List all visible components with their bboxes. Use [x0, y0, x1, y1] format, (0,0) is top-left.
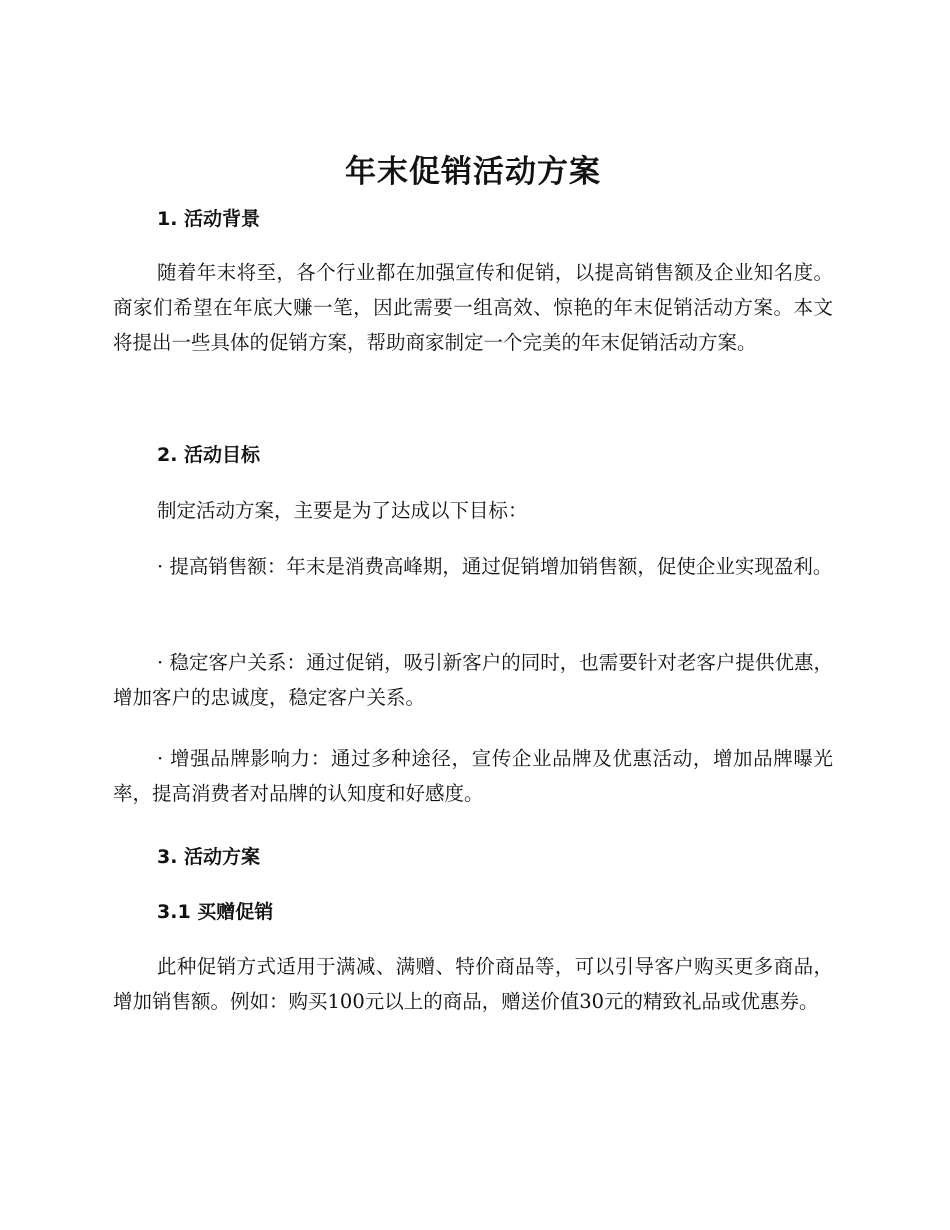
goal-item-sales: · 提高销售额：年末是消费高峰期，通过促销增加销售额，促使企业实现盈利。: [157, 555, 833, 578]
subsection-heading-gift: 3.1 买赠促销: [157, 901, 274, 923]
goal-item-brand: · 增强品牌影响力：通过多种途径，宣传企业品牌及优惠活动，增加品牌曝光率，提高消费者对品牌的认知度和好感度。: [113, 747, 833, 805]
background-paragraph: 随着年末将至，各个行业都在加强宣传和促销，以提高销售额及企业知名度。商家们希望在年底大赚一笔，因此需要一组高效、惊艳的年末促销活动方案。本文将提出一些具体的促销方案，帮助商家制定一个完美的年末促销活动方案。: [113, 261, 833, 354]
goal-item-customer: · 稳定客户关系：通过促销，吸引新客户的同时，也需要针对老客户提供优惠，增加客户的忠诚度，稳定客户关系。: [113, 651, 833, 709]
section-heading-plan: 3. 活动方案: [157, 846, 261, 868]
section-heading-goals: 2. 活动目标: [157, 444, 261, 466]
gift-promotion-paragraph: 此种促销方式适用于满减、满赠、特价商品等，可以引导客户购买更多商品，增加销售额。例如：购买100元以上的商品，赠送价值30元的精致礼品或优惠券。: [113, 955, 833, 1013]
section-heading-background: 1. 活动背景: [157, 208, 261, 230]
goals-intro-paragraph: 制定活动方案，主要是为了达成以下目标：: [157, 499, 528, 522]
document-title: 年末促销活动方案: [345, 154, 601, 190]
document-page: [113, 0, 833, 1230]
